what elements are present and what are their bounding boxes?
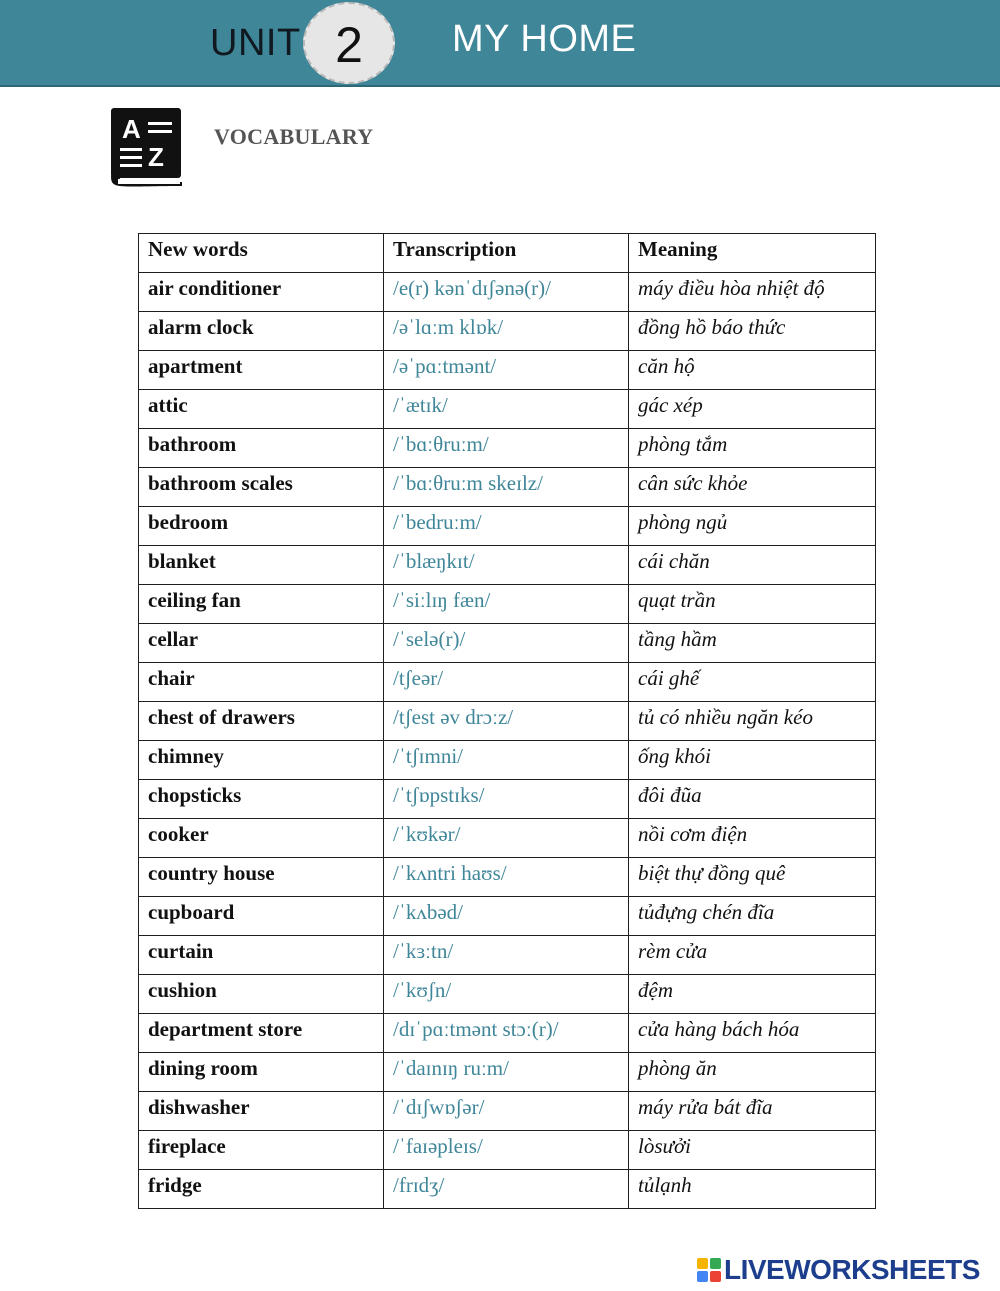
liveworksheets-logo: [697, 1255, 980, 1285]
transcription-cell: /ˈfaɪəpleɪs/: [384, 1131, 629, 1170]
table-row: [139, 858, 876, 897]
word-cell: chair: [139, 663, 384, 702]
meaning-cell: cái ghế: [629, 663, 876, 702]
page-title: MY HOME: [452, 18, 637, 60]
table-row: [139, 780, 876, 819]
word-cell: chimney: [139, 741, 384, 780]
word-cell: attic: [139, 390, 384, 429]
svg-text:A: A: [122, 114, 141, 144]
table-row: [139, 429, 876, 468]
transcription-cell: /ˈdɪʃwɒʃər/: [384, 1092, 629, 1131]
logo-block: [697, 1258, 708, 1269]
transcription-cell: /tʃeər/: [384, 663, 629, 702]
table-row: [139, 468, 876, 507]
meaning-cell: tủlạnh: [629, 1170, 876, 1209]
section-heading: VOCABULARY: [214, 124, 374, 149]
transcription-cell: /əˈlɑːm klɒk/: [384, 312, 629, 351]
word-cell: department store: [139, 1014, 384, 1053]
column-header-new-words: New words: [139, 234, 384, 273]
table-row: [139, 819, 876, 858]
table-header-row: [139, 234, 876, 273]
table-row: [139, 390, 876, 429]
transcription-cell: /ˈtʃɪmni/: [384, 741, 629, 780]
word-cell: fireplace: [139, 1131, 384, 1170]
transcription-cell: /ˈselə(r)/: [384, 624, 629, 663]
table-row: [139, 1014, 876, 1053]
transcription-cell: /əˈpɑːtmənt/: [384, 351, 629, 390]
logo-blocks-icon: [697, 1258, 721, 1282]
a-z-dictionary-icon: [108, 106, 184, 190]
word-cell: bedroom: [139, 507, 384, 546]
column-header-transcription: Transcription: [384, 234, 629, 273]
logo-block: [710, 1258, 721, 1269]
table-row: [139, 507, 876, 546]
header-divider: [0, 85, 1000, 87]
word-cell: bathroom scales: [139, 468, 384, 507]
meaning-cell: đồng hồ báo thức: [629, 312, 876, 351]
meaning-cell: căn hộ: [629, 351, 876, 390]
transcription-cell: /ˈbɑːθruːm/: [384, 429, 629, 468]
table-row: [139, 936, 876, 975]
meaning-cell: cửa hàng bách hóa: [629, 1014, 876, 1053]
word-cell: cooker: [139, 819, 384, 858]
word-cell: cupboard: [139, 897, 384, 936]
logo-block: [697, 1271, 708, 1282]
table-row: [139, 741, 876, 780]
table-row: [139, 975, 876, 1014]
transcription-cell: /ˈkʊkər/: [384, 819, 629, 858]
meaning-cell: nồi cơm điện: [629, 819, 876, 858]
transcription-cell: /ˈdaɪnɪŋ ruːm/: [384, 1053, 629, 1092]
meaning-cell: cân sức khỏe: [629, 468, 876, 507]
transcription-cell: /ˈtʃɒpstɪks/: [384, 780, 629, 819]
transcription-cell: /ˈblæŋkɪt/: [384, 546, 629, 585]
table-row: [139, 663, 876, 702]
table-row: [139, 546, 876, 585]
table-row: [139, 1131, 876, 1170]
meaning-cell: cái chăn: [629, 546, 876, 585]
table-row: [139, 1170, 876, 1209]
meaning-cell: quạt trần: [629, 585, 876, 624]
vocabulary-table: [138, 233, 876, 1209]
meaning-cell: tủ có nhiều ngăn kéo: [629, 702, 876, 741]
table-row: [139, 624, 876, 663]
transcription-cell: /dɪˈpɑːtmənt stɔː(r)/: [384, 1014, 629, 1053]
transcription-cell: /ˈkʌbəd/: [384, 897, 629, 936]
word-cell: air conditioner: [139, 273, 384, 312]
transcription-cell: /tʃest əv drɔːz/: [384, 702, 629, 741]
table-row: [139, 897, 876, 936]
table-row: [139, 585, 876, 624]
meaning-cell: ống khói: [629, 741, 876, 780]
transcription-cell: /ˈbɑːθruːm skeɪlz/: [384, 468, 629, 507]
logo-text: LIVEWORKSHEETS: [724, 1254, 980, 1285]
meaning-cell: tầng hầm: [629, 624, 876, 663]
table-row: [139, 1053, 876, 1092]
word-cell: cushion: [139, 975, 384, 1014]
unit-number-badge: [303, 2, 395, 84]
transcription-cell: /frɪdʒ/: [384, 1170, 629, 1209]
transcription-cell: /ˈætɪk/: [384, 390, 629, 429]
table-row: [139, 1092, 876, 1131]
meaning-cell: rèm cửa: [629, 936, 876, 975]
meaning-cell: máy rửa bát đĩa: [629, 1092, 876, 1131]
meaning-cell: đệm: [629, 975, 876, 1014]
table-row: [139, 312, 876, 351]
meaning-cell: phòng tắm: [629, 429, 876, 468]
transcription-cell: /ˈbedruːm/: [384, 507, 629, 546]
table-row: [139, 273, 876, 312]
meaning-cell: tủđựng chén đĩa: [629, 897, 876, 936]
table-row: [139, 351, 876, 390]
word-cell: fridge: [139, 1170, 384, 1209]
transcription-cell: /ˈkʊʃn/: [384, 975, 629, 1014]
table-row: [139, 702, 876, 741]
meaning-cell: gác xép: [629, 390, 876, 429]
column-header-meaning: Meaning: [629, 234, 876, 273]
svg-text:Z: Z: [148, 142, 164, 172]
word-cell: curtain: [139, 936, 384, 975]
word-cell: chopsticks: [139, 780, 384, 819]
word-cell: apartment: [139, 351, 384, 390]
unit-number: 2: [335, 17, 363, 73]
word-cell: blanket: [139, 546, 384, 585]
word-cell: country house: [139, 858, 384, 897]
meaning-cell: phòng ngủ: [629, 507, 876, 546]
transcription-cell: /ˈsiːlɪŋ fæn/: [384, 585, 629, 624]
word-cell: dining room: [139, 1053, 384, 1092]
meaning-cell: phòng ăn: [629, 1053, 876, 1092]
meaning-cell: đôi đũa: [629, 780, 876, 819]
word-cell: dishwasher: [139, 1092, 384, 1131]
meaning-cell: lòsưởi: [629, 1131, 876, 1170]
word-cell: bathroom: [139, 429, 384, 468]
word-cell: ceiling fan: [139, 585, 384, 624]
meaning-cell: biệt thự đồng quê: [629, 858, 876, 897]
unit-label: UNIT: [210, 22, 301, 64]
meaning-cell: máy điều hòa nhiệt độ: [629, 273, 876, 312]
logo-block: [710, 1271, 721, 1282]
word-cell: chest of drawers: [139, 702, 384, 741]
word-cell: alarm clock: [139, 312, 384, 351]
word-cell: cellar: [139, 624, 384, 663]
transcription-cell: /e(r) kənˈdɪʃənə(r)/: [384, 273, 629, 312]
transcription-cell: /ˈkɜːtn/: [384, 936, 629, 975]
transcription-cell: /ˈkʌntri haʊs/: [384, 858, 629, 897]
